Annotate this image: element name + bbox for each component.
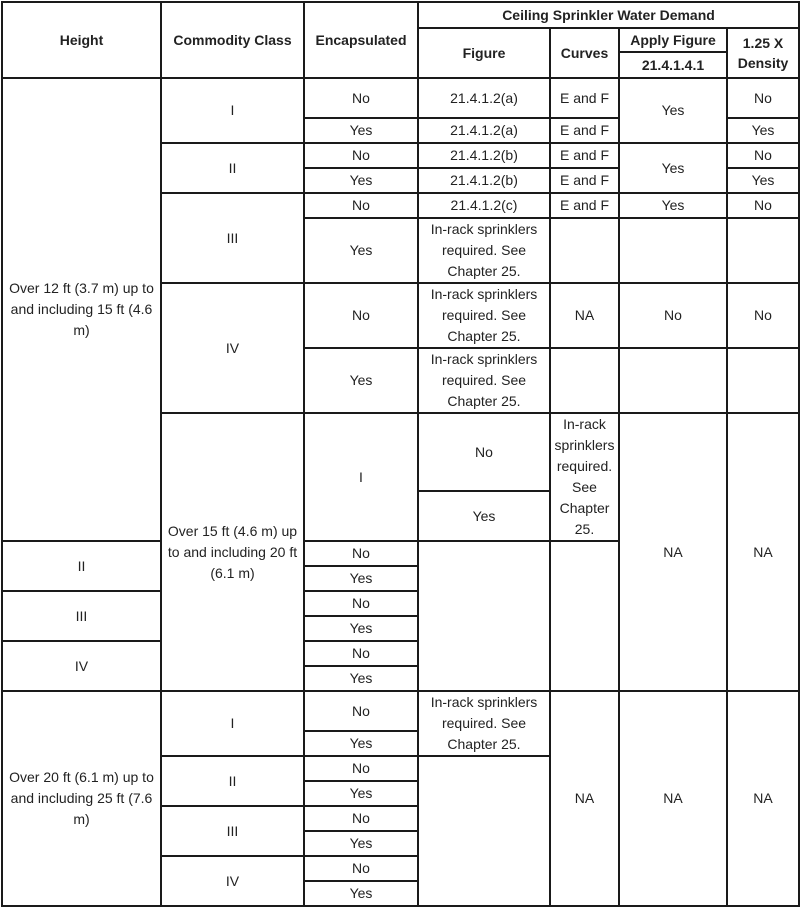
header-figure: Figure — [418, 28, 550, 78]
encapsulated-cell: Yes — [304, 348, 418, 413]
curves-cell: E and F — [550, 143, 619, 168]
header-density — [727, 28, 799, 78]
figure-cell: 21.4.1.2(a) — [418, 118, 550, 143]
figure-cell — [418, 541, 550, 691]
figure-cell — [550, 413, 619, 541]
figure-cell: 21.4.1.2(b) — [418, 168, 550, 193]
class-cell: II — [2, 541, 161, 591]
encapsulated-cell: Yes — [304, 566, 418, 591]
apply-figure-cell — [619, 218, 727, 283]
inrack-line-2: required. See — [441, 242, 527, 258]
density-cell: No — [727, 78, 799, 118]
class-cell: I — [161, 78, 304, 143]
inrack-line-1: In-rack sprinklers — [554, 416, 615, 453]
header-ceiling-demand: Ceiling Sprinkler Water Demand — [418, 2, 799, 28]
curves-cell — [550, 348, 619, 413]
encapsulated-cell: Yes — [304, 666, 418, 691]
header-commodity-class: Commodity Class — [161, 2, 304, 78]
encapsulated-cell: Yes — [304, 616, 418, 641]
apply-figure-cell: Yes — [619, 143, 727, 193]
encapsulated-cell: Yes — [418, 491, 550, 541]
header-apply-figure-ref: 21.4.1.4.1 — [619, 52, 727, 78]
density-cell: No — [727, 143, 799, 168]
apply-figure-cell: NA — [727, 413, 799, 691]
inrack-line-1: In-rack sprinklers — [430, 286, 538, 302]
class-cell: I — [161, 691, 304, 756]
encapsulated-cell: Yes — [304, 831, 418, 856]
curves-cell: E and F — [550, 168, 619, 193]
figure-cell — [418, 756, 550, 906]
encapsulated-cell: Yes — [304, 731, 418, 756]
header-height: Height — [2, 2, 161, 78]
apply-figure-cell — [619, 348, 727, 413]
class-cell: II — [161, 756, 304, 806]
encapsulated-cell: Yes — [304, 781, 418, 806]
encapsulated-cell: Yes — [304, 168, 418, 193]
density-cell: Yes — [727, 118, 799, 143]
class-cell: IV — [2, 641, 161, 691]
inrack-line-2: required. See — [441, 372, 527, 388]
apply-figure-cell: Yes — [619, 193, 727, 218]
density-cell: NA — [727, 691, 799, 906]
inrack-line-3: Chapter 25. — [447, 393, 521, 409]
header-curves: Curves — [550, 28, 619, 78]
table-row — [2, 691, 799, 731]
curves-cell: NA — [550, 283, 619, 348]
encapsulated-cell: No — [304, 806, 418, 831]
curves-cell — [550, 218, 619, 283]
encapsulated-cell: No — [304, 193, 418, 218]
figure-cell: 21.4.1.2(c) — [418, 193, 550, 218]
figure-cell — [418, 691, 550, 756]
encapsulated-cell: Yes — [304, 118, 418, 143]
header-density-bottom: Density — [737, 55, 789, 71]
curves-cell: NA — [550, 691, 619, 906]
density-cell: Yes — [727, 168, 799, 193]
inrack-line-1: In-rack sprinklers — [430, 694, 538, 710]
encapsulated-cell: No — [304, 641, 418, 666]
density-cell: No — [727, 193, 799, 218]
density-cell — [727, 348, 799, 413]
encapsulated-cell: Yes — [304, 218, 418, 283]
apply-figure-cell: NA — [619, 691, 727, 906]
encapsulated-cell: No — [304, 283, 418, 348]
inrack-line-1: In-rack sprinklers — [430, 221, 538, 237]
class-cell: IV — [161, 283, 304, 413]
header-apply-figure: Apply Figure — [619, 28, 727, 52]
sprinkler-demand-table-container — [1, 1, 798, 901]
curves-cell: E and F — [550, 118, 619, 143]
density-cell: No — [727, 283, 799, 348]
height-cell: Over 15 ft (4.6 m) up to and including 20 ft (6.1 m) — [161, 413, 304, 691]
figure-cell: 21.4.1.2(b) — [418, 143, 550, 168]
inrack-line-1: In-rack sprinklers — [430, 351, 538, 367]
apply-figure-cell: No — [619, 283, 727, 348]
encapsulated-cell: No — [304, 691, 418, 731]
apply-figure-cell: Yes — [619, 78, 727, 143]
figure-cell — [418, 348, 550, 413]
encapsulated-cell: No — [304, 856, 418, 881]
class-cell: III — [161, 806, 304, 856]
figure-cell: 21.4.1.2(a) — [418, 78, 550, 118]
inrack-line-3: Chapter 25. — [447, 263, 521, 279]
encapsulated-cell: Yes — [304, 881, 418, 906]
height-cell: Over 12 ft (3.7 m) up to and including 15 ft (4.6 m) — [2, 78, 161, 541]
density-cell — [727, 218, 799, 283]
table-row — [2, 78, 799, 118]
sprinkler-demand-table — [1, 1, 800, 907]
header-density-top: 1.25 X — [742, 35, 784, 51]
class-cell: III — [2, 591, 161, 641]
figure-cell — [418, 283, 550, 348]
inrack-line-3: Chapter 25. — [559, 500, 610, 537]
encapsulated-cell: No — [304, 591, 418, 616]
class-cell: II — [161, 143, 304, 193]
header-encapsulated: Encapsulated — [304, 2, 418, 78]
encapsulated-cell: No — [304, 756, 418, 781]
inrack-line-3: Chapter 25. — [447, 736, 521, 752]
class-cell: I — [304, 413, 418, 541]
encapsulated-cell: No — [304, 541, 418, 566]
inrack-line-2: required. See — [556, 458, 613, 495]
encapsulated-cell: No — [418, 413, 550, 491]
inrack-line-2: required. See — [441, 715, 527, 731]
header-row-1 — [2, 2, 799, 28]
inrack-line-3: Chapter 25. — [447, 328, 521, 344]
class-cell: IV — [161, 856, 304, 906]
encapsulated-cell: No — [304, 78, 418, 118]
figure-cell — [418, 218, 550, 283]
class-cell: III — [161, 193, 304, 283]
inrack-line-2: required. See — [441, 307, 527, 323]
curves-cell: NA — [619, 413, 727, 691]
curves-cell: E and F — [550, 78, 619, 118]
height-cell: Over 20 ft (6.1 m) up to and including 25 ft (7.6 m) — [2, 691, 161, 906]
curves-cell: E and F — [550, 193, 619, 218]
encapsulated-cell: No — [304, 143, 418, 168]
